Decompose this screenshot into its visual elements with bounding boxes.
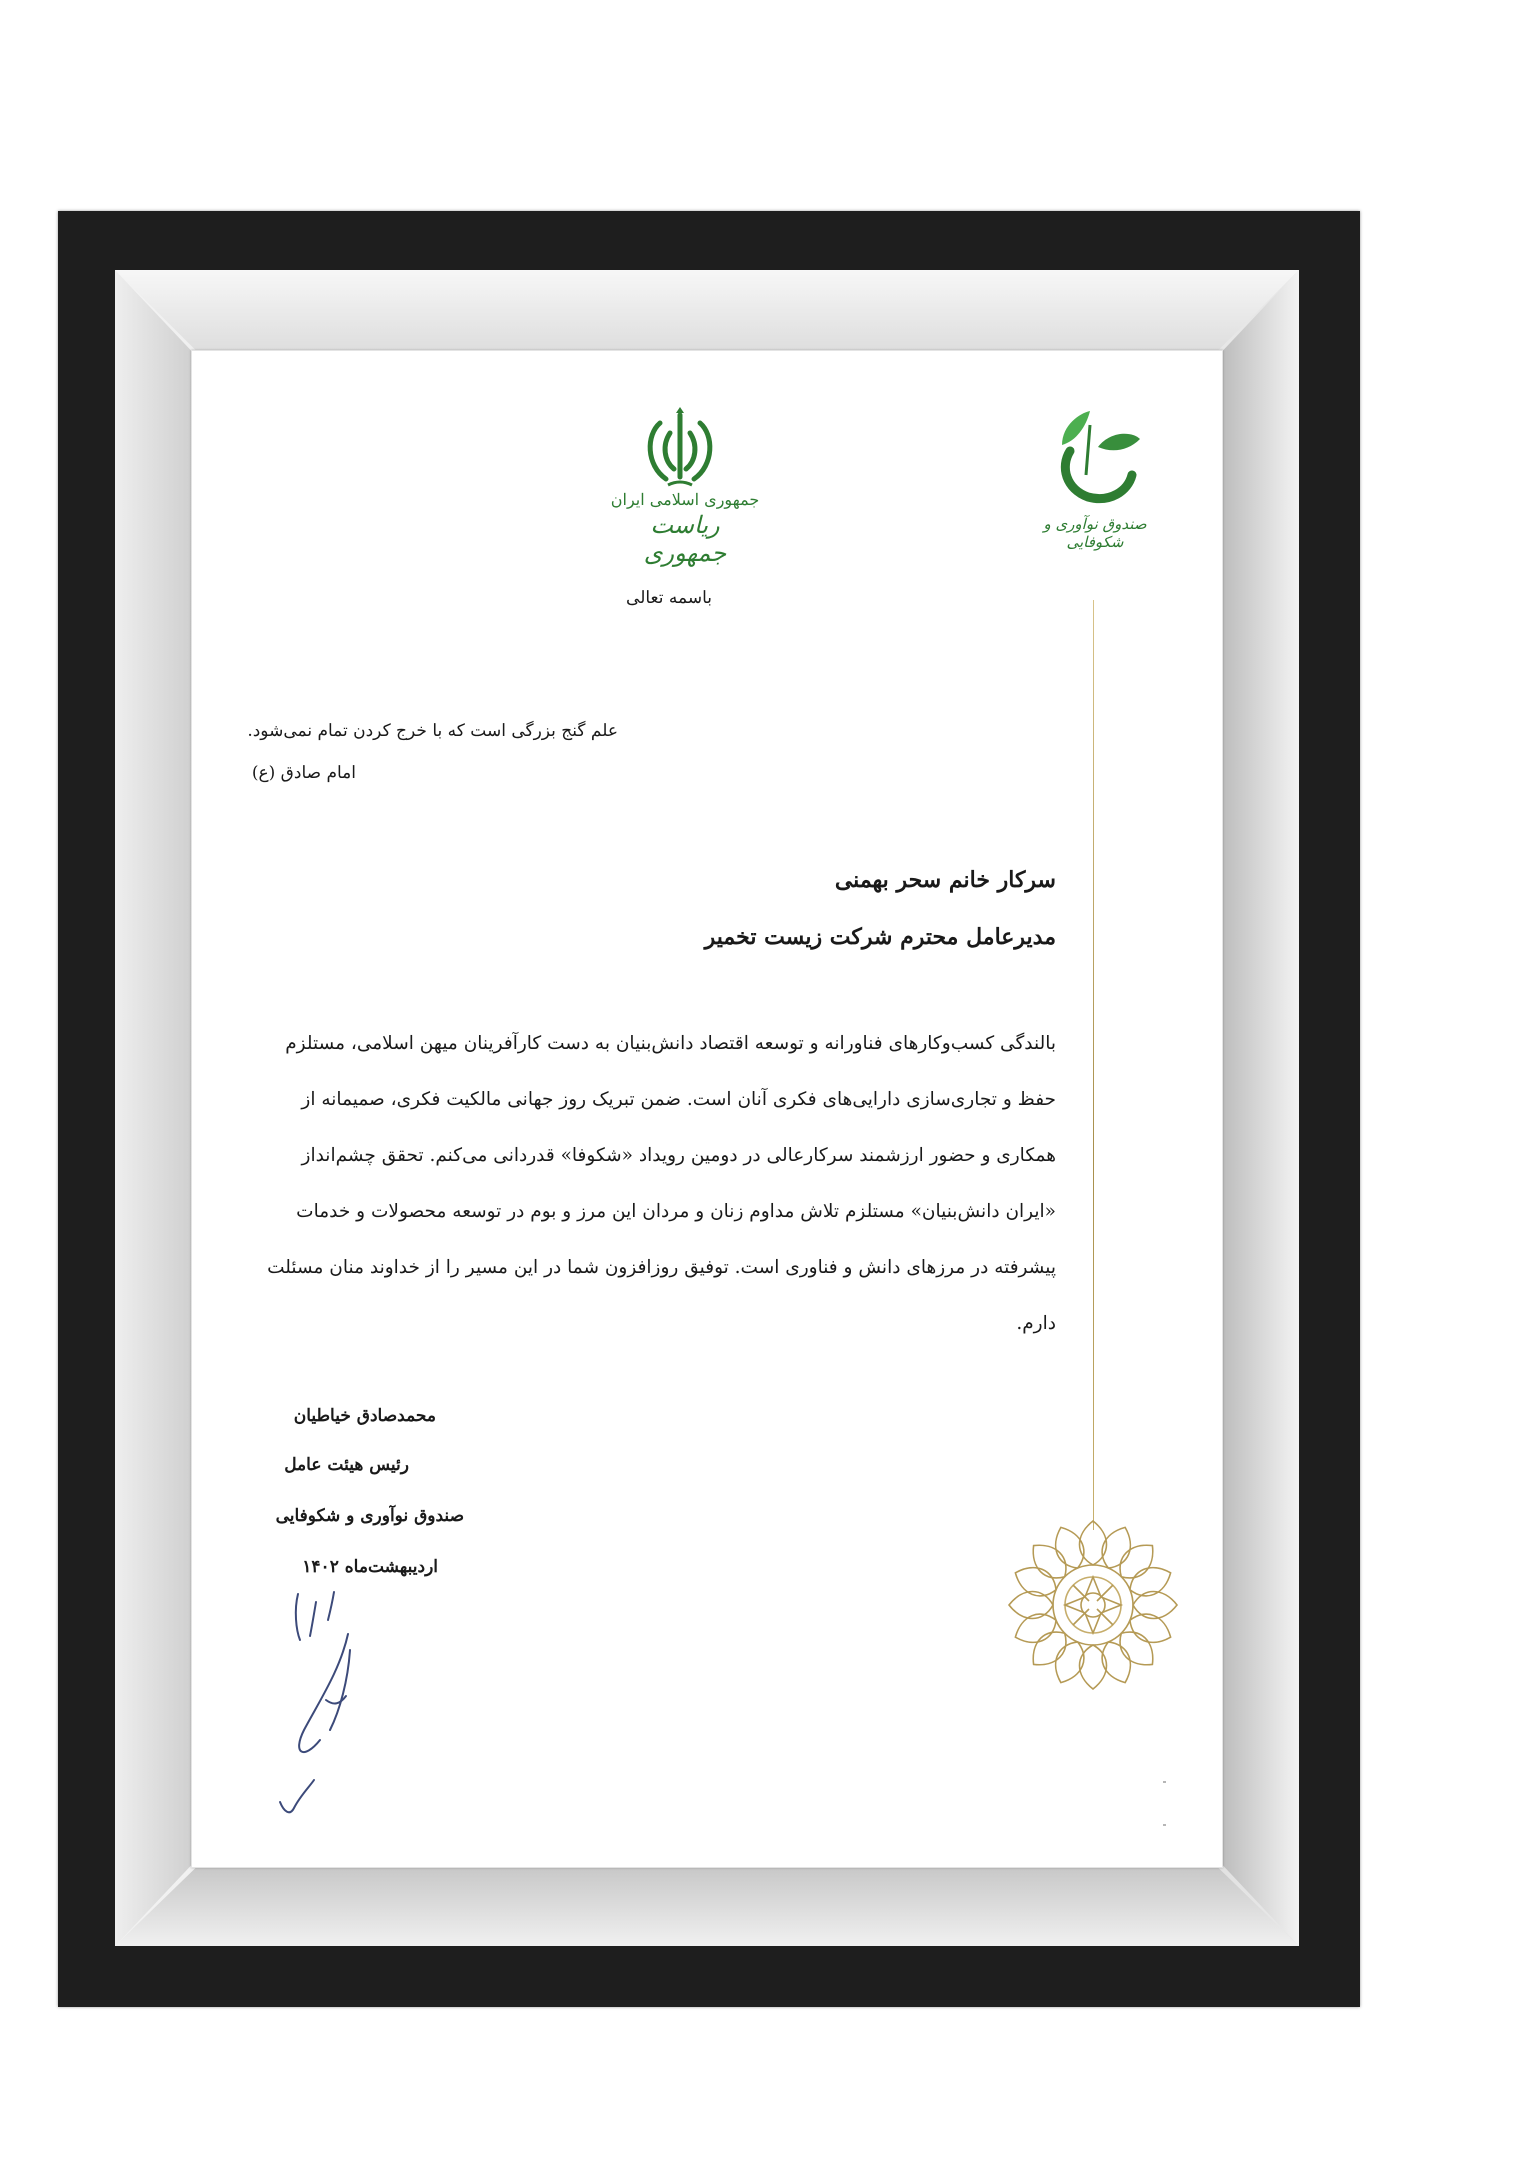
quote-author: امام صادق (ع) bbox=[251, 763, 356, 783]
body-line: بالندگی کسب‌وکارهای فناورانه و توسعه اقتصاد دانش‌بنیان به دست کارآفرینان میهن اسلامی، مستلزم bbox=[285, 1033, 1056, 1054]
signatory-organization: صندوق نوآوری و شکوفایی bbox=[275, 1506, 464, 1526]
body-line: همکاری و حضور ارزشمند سرکارعالی در دومین رویداد «شکوفا» قدردانی می‌کنم. تحقق چشم‌انداز bbox=[301, 1145, 1056, 1166]
quote-text: علم گنج بزرگی است که با خرج کردن تمام نمی‌شود. bbox=[247, 721, 618, 741]
signatory-position: رئیس هیئت عامل bbox=[284, 1455, 409, 1475]
invocation-text: باسمه تعالی bbox=[626, 588, 712, 608]
letter-date: اردیبهشت‌ماه ۱۴۰۲ bbox=[302, 1557, 438, 1577]
mat-bevel-right bbox=[1223, 270, 1299, 1946]
body-line: دارم. bbox=[1016, 1313, 1056, 1334]
fund-wordmark: صندوق نوآوری و شکوفایی bbox=[1043, 515, 1147, 551]
handwritten-signature bbox=[270, 1590, 410, 1820]
mat-bevel-left bbox=[115, 270, 191, 1946]
iran-emblem-icon bbox=[640, 405, 720, 495]
body-line: «ایران دانش‌بنیان» مستلزم تلاش مداوم زنان و مردان این مرز و بوم در توسعه محصولات و خدمات bbox=[296, 1201, 1056, 1222]
recipient-title: مدیرعامل محترم شرکت زیست تخمیر bbox=[704, 924, 1056, 950]
paper-speck bbox=[1163, 1824, 1166, 1826]
gold-divider-line bbox=[1093, 600, 1094, 1530]
mat-bevel-top bbox=[115, 270, 1299, 350]
recipient-name: سرکار خانم سحر بهمنی bbox=[834, 867, 1056, 893]
gold-rosette-ornament bbox=[1003, 1515, 1183, 1695]
mat-bevel-bottom bbox=[115, 1868, 1299, 1946]
innovation-fund-leaf-icon bbox=[1040, 405, 1150, 515]
body-line: حفظ و تجاری‌سازی دارایی‌های فکری آنان است. ضمن تبریک روز جهانی مالکیت فکری، صمیمانه از bbox=[301, 1089, 1056, 1110]
emblem-org-line2: ریاست جمهوری bbox=[643, 511, 727, 567]
signatory-name: محمدصادق خیاطیان bbox=[293, 1406, 436, 1426]
paper-speck bbox=[1163, 1781, 1166, 1783]
body-line: پیشرفته در مرزهای دانش و فناوری است. توفیق روزافزون شما در این مسیر را از خداوند منان مسئلت bbox=[267, 1257, 1056, 1278]
emblem-org-line1: جمهوری اسلامی ایران bbox=[610, 490, 760, 509]
presidency-wordmark bbox=[610, 490, 760, 567]
